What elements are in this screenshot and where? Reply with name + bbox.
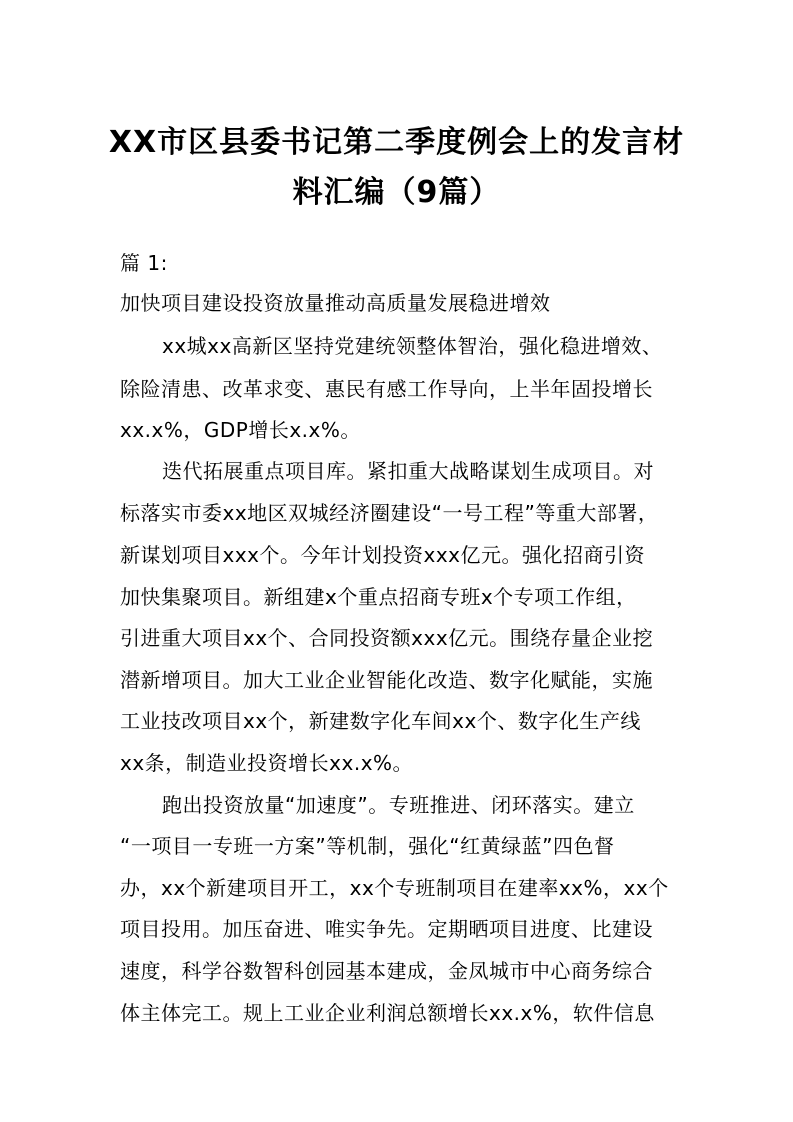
paragraph-line: xx.x%，GDP增长x.x%。 <box>120 418 361 442</box>
paragraph-line: 标落实市委xx地区双城经济圈建设“一号工程”等重大部署， <box>120 501 659 525</box>
paragraph-line: 新谋划项目xxx个。今年计划投资xxx亿元。强化招商引资 <box>120 543 646 567</box>
paragraph-line: xx条，制造业投资增长xx.x%。 <box>120 751 414 775</box>
paragraph-line: 加快集聚项目。新组建x个重点招商专班x个专项工作组， <box>120 585 637 609</box>
paragraph-line: 项目投用。加压奋进、唯实争先。定期晒项目进度、比建设 <box>120 917 653 941</box>
paragraph-line: 除险清患、改革求变、惠民有感工作导向，上半年固投增长 <box>120 377 653 401</box>
paragraph-line: 速度，科学谷数智科创园基本建成，金凤城市中心商务综合 <box>120 959 653 983</box>
paragraph-line: 体主体完工。规上工业企业利润总额增长xx.x%，软件信息 <box>120 1001 655 1025</box>
document-title-line-2: 料汇编（9篇） <box>292 175 501 210</box>
paragraph-line: 办，xx个新建项目开工，xx个专班制项目在建率xx%，xx个 <box>120 876 669 900</box>
paragraph-line: xx城xx高新区坚持党建统领整体智治，强化稳进增效、 <box>162 334 663 358</box>
paragraph-line: 引进重大项目xx个、合同投资额xxx亿元。围绕存量企业挖 <box>120 626 654 650</box>
document-title-line-1: XX市区县委书记第二季度例会上的发言材 <box>108 125 685 160</box>
paragraph-line: 潜新增项目。加大工业企业智能化改造、数字化赋能，实施 <box>120 668 653 692</box>
paragraph-line: “一项目一专班一方案”等机制，强化“红黄绿蓝”四色督 <box>120 834 615 858</box>
paragraph-line: 迭代拓展重点项目库。紧扣重大战略谋划生成项目。对 <box>162 459 654 483</box>
section-label: 篇 1: <box>120 251 168 275</box>
paragraph-line: 跑出投资放量“加速度”。专班推进、闭环落实。建立 <box>162 793 635 817</box>
section-subtitle: 加快项目建设投资放量推动高质量发展稳进增效 <box>120 291 551 315</box>
paragraph-line: 工业技改项目xx个，新建数字化车间xx个、数字化生产线 <box>120 709 641 733</box>
